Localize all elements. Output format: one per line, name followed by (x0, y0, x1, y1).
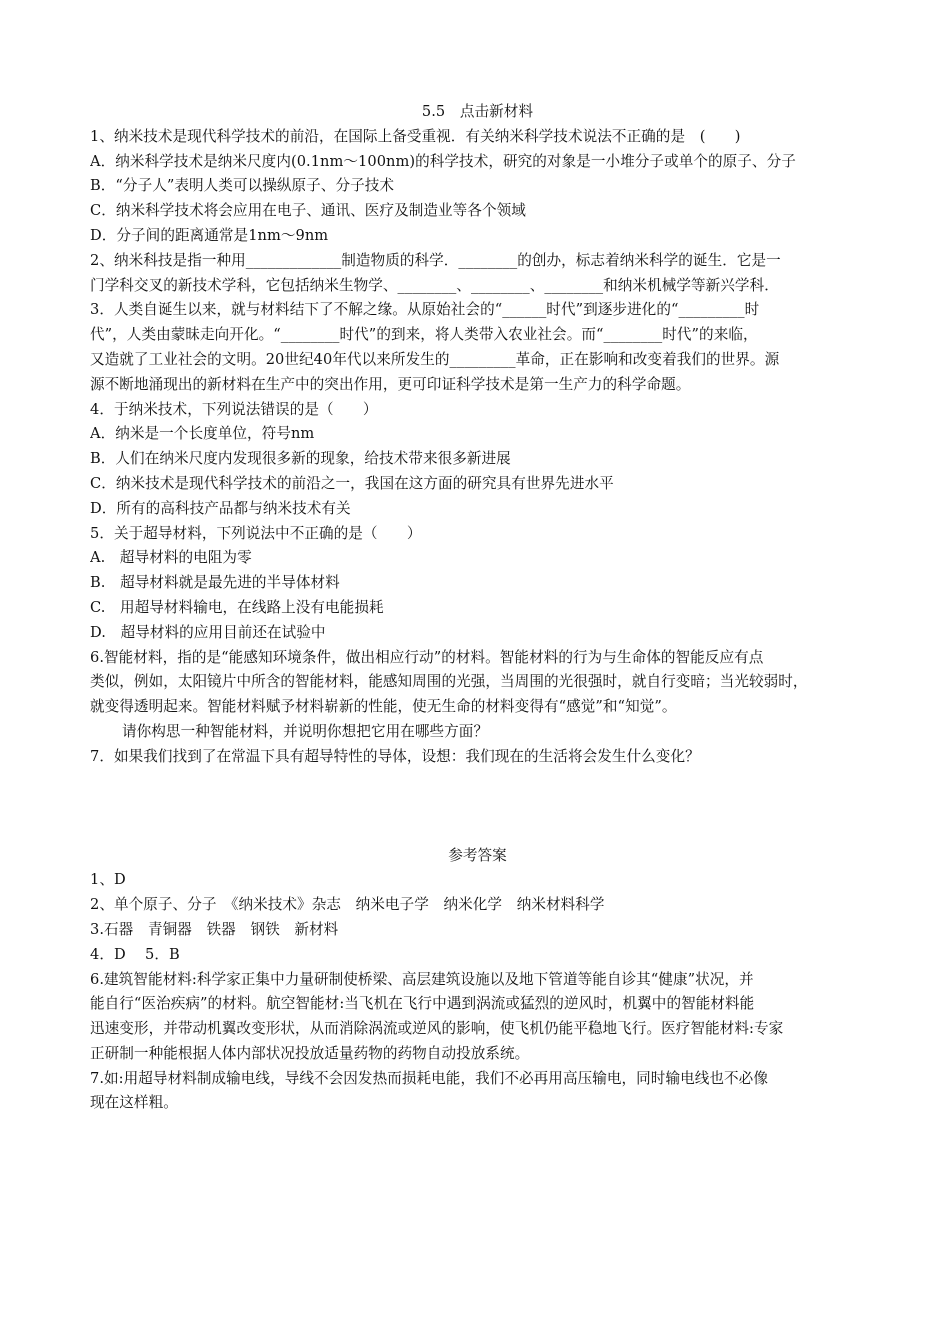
answer-line: 6.建筑智能材料:科学家正集中力量研制使桥梁、高层建筑设施以及地下管道等能自诊其“健康”状况，并 (90, 970, 754, 988)
question-line: 就变得透明起来。智能材料赋予材料崭新的性能，使无生命的材料变得有“感觉”和“知觉”。 (90, 698, 677, 716)
question-line: B. 超导材料就是最先进的半导体材料 (90, 574, 340, 592)
question-line: C．纳米技术是现代科学技术的前沿之一，我国在这方面的研究具有世界先进水平 (90, 474, 614, 492)
question-line: 又造就了工业社会的文明。20世纪40年代以来所发生的_________革命，正在影响和改变着我们的世界。源 (90, 350, 780, 368)
question-line: 6.智能材料，指的是“能感知环境条件，做出相应行动”的材料。智能材料的行为与生命体的智能反应有点 (90, 648, 764, 666)
question-line: 源不断地涌现出的新材料在生产中的突出作用，更可印证科学技术是第一生产力的科学命题。 (90, 375, 691, 393)
question-line: 代”，人类由蒙昧走向开化。“________时代”的到来，将人类带入农业社会。而“________时代”的来临， (90, 326, 758, 344)
answer-line: 现在这样粗。 (90, 1094, 178, 1112)
answer-line: 迅速变形，并带动机翼改变形状，从而消除涡流或逆风的影响，使飞机仍能平稳地飞行。医疗智能材料:专家 (90, 1020, 784, 1038)
question-line: 1、纳米技术是现代科学技术的前沿，在国际上备受重视．有关纳米科学技术说法不正确的是 ( ) (90, 127, 741, 145)
question-line: C. 用超导材料输电，在线路上没有电能损耗 (90, 598, 384, 616)
section-spacer (90, 770, 865, 844)
question-line: B．“分子人”表明人类可以操纵原子、分子技术 (90, 177, 395, 195)
question-line: 请你构思一种智能材料，并说明你想把它用在哪些方面？ (122, 722, 489, 740)
questions-section (90, 125, 865, 770)
answers-title: 参考答案 (448, 846, 507, 864)
question-line: 门学科交叉的新技术学科，它包括纳米生物学、________、________、________和纳米机械学等新兴学科． (90, 276, 779, 294)
question-line: A．纳米科学技术是纳米尺度内(0.1nm～100nm)的科学技术，研究的对象是一小堆分子或单个的原子、分子 (90, 152, 796, 170)
question-line: A．纳米是一个长度单位，符号nm (90, 425, 315, 443)
answer-line: 4．D 5．B (90, 945, 180, 963)
page-title: 5.5 点击新材料 (421, 103, 534, 120)
question-line: C．纳米科学技术将会应用在电子、通讯、医疗及制造业等各个领域 (90, 202, 526, 220)
question-line: D. 超导材料的应用目前还在试验中 (90, 623, 326, 641)
answer-line: 2、单个原子、分子 《纳米技术》杂志 纳米电子学 纳米化学 纳米材料科学 (90, 896, 605, 914)
question-line: D．所有的高科技产品都与纳米技术有关 (90, 499, 351, 517)
answer-line: 正研制一种能根据人体内部状况投放适量药物的药物自动投放系统。 (90, 1044, 530, 1062)
document-page (90, 100, 865, 1116)
question-line: 类似，例如，太阳镜片中所含的智能材料，能感知周围的光强，当周围的光很强时，就自行变暗；当光较弱时， (90, 673, 808, 691)
question-line: D．分子间的距离通常是1nm～9nm (90, 226, 329, 244)
answer-line: 7.如:用超导材料制成输电线，导线不会因发热而损耗电能，我们不必再用高压输电，同时输电线也不必像 (90, 1069, 768, 1087)
question-line: 3．人类自诞生以来，就与材料结下了不解之缘。从原始社会的“______时代”到逐步进化的“_________时 (90, 301, 760, 319)
answer-line: 能自行“医治疾病”的材料。航空智能材:当飞机在飞行中遇到涡流或猛烈的逆风时，机翼中的智能材料能 (90, 995, 755, 1013)
question-line: 5．关于超导材料，下列说法中不正确的是（ ） (90, 524, 422, 542)
answer-line: 3.石器 青铜器 铁器 钢铁 新材料 (90, 920, 339, 938)
answer-line: 1、D (90, 871, 126, 889)
question-line: A. 超导材料的电阻为零 (90, 549, 252, 567)
question-line: 4．于纳米技术，下列说法错误的是（ ） (90, 400, 378, 418)
question-line: 2、纳米科技是指一种用_____________制造物质的科学．________的创办，标志着纳米科学的诞生．它是一 (90, 251, 781, 269)
question-line: B．人们在纳米尺度内发现很多新的现象，给技术带来很多新进展 (90, 450, 511, 468)
answers-section (90, 844, 865, 1117)
question-line: 7．如果我们找到了在常温下具有超导特性的导体，设想：我们现在的生活将会发生什么变化？ (90, 747, 700, 765)
